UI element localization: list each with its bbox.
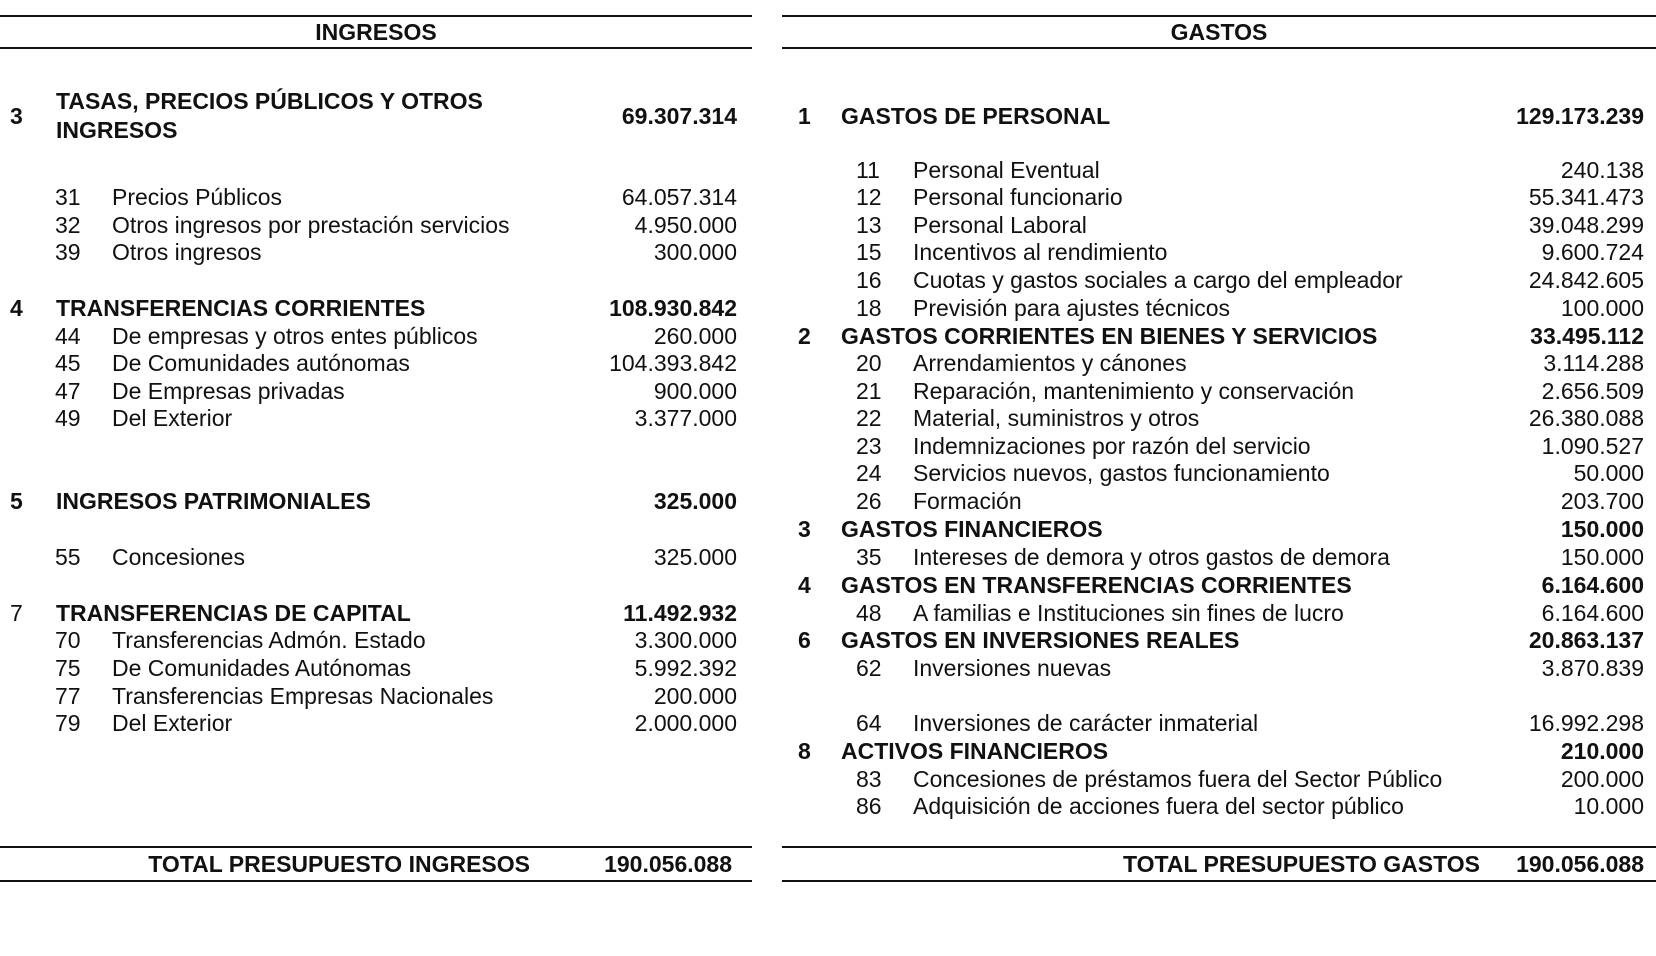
item-row [782, 487, 1656, 516]
section-amount: 20.863.137 [1528, 627, 1644, 653]
section-code: 7 [10, 600, 23, 626]
item-amount: 3.377.000 [634, 405, 737, 431]
section-name: GASTOS FINANCIEROS [841, 516, 1103, 542]
section-amount: 129.173.239 [1516, 103, 1644, 129]
item-row [782, 294, 1656, 323]
item-code: 64 [856, 710, 882, 736]
item-name: Otros ingresos [112, 239, 262, 265]
section-name: TRANSFERENCIAS CORRIENTES [56, 295, 426, 321]
item-amount: 240.138 [1560, 157, 1644, 183]
item-row [0, 404, 752, 433]
section-name: GASTOS EN INVERSIONES REALES [841, 627, 1240, 653]
item-amount: 2.656.509 [1541, 378, 1644, 404]
item-name: Personal Laboral [913, 212, 1087, 238]
item-amount: 100.000 [1560, 295, 1644, 321]
item-amount: 6.164.600 [1541, 600, 1644, 626]
total-amount: 190.056.088 [1516, 851, 1644, 877]
total-bottom-rule [0, 880, 752, 882]
item-name: A familias e Instituciones sin fines de lucro [913, 600, 1344, 626]
item-code: 45 [55, 350, 81, 376]
item-row [0, 543, 752, 572]
section-code: 4 [10, 295, 23, 321]
item-code: 77 [55, 683, 81, 709]
item-amount: 26.380.088 [1528, 405, 1644, 431]
item-code: 70 [55, 627, 81, 653]
ingresos-panel [0, 0, 752, 956]
item-row [782, 183, 1656, 212]
item-row [782, 349, 1656, 378]
item-name: De Empresas privadas [112, 378, 345, 404]
item-code: 86 [856, 793, 882, 819]
item-name: Del Exterior [112, 405, 233, 431]
item-amount: 260.000 [653, 323, 737, 349]
item-name: Indemnizaciones por razón del servicio [913, 433, 1311, 459]
item-amount: 9.600.724 [1541, 239, 1644, 265]
section-row [0, 87, 752, 145]
item-row [782, 765, 1656, 794]
item-amount: 55.341.473 [1528, 184, 1644, 210]
item-amount: 3.300.000 [634, 627, 737, 653]
total-label: TOTAL PRESUPUESTO INGRESOS [148, 851, 530, 877]
section-name: GASTOS CORRIENTES EN BIENES Y SERVICIOS [841, 323, 1378, 349]
item-name: Inversiones de carácter inmaterial [913, 710, 1259, 736]
item-code: 31 [55, 184, 81, 210]
gastos-header: GASTOS [1170, 19, 1268, 45]
ingresos-header: INGRESOS [315, 19, 437, 45]
item-code: 47 [55, 378, 81, 404]
item-code: 18 [856, 295, 882, 321]
section-row [782, 515, 1656, 544]
section-name: TRANSFERENCIAS DE CAPITAL [56, 600, 411, 626]
item-code: 21 [856, 378, 882, 404]
item-name: Reparación, mantenimiento y conservación [913, 378, 1355, 404]
total-label: TOTAL PRESUPUESTO GASTOS [1123, 851, 1480, 877]
item-name: Arrendamientos y cánones [913, 350, 1187, 376]
item-amount: 39.048.299 [1528, 212, 1644, 238]
section-name: ACTIVOS FINANCIEROS [841, 738, 1109, 764]
item-name: Personal funcionario [913, 184, 1123, 210]
item-row [0, 626, 752, 655]
item-row [0, 349, 752, 378]
item-code: 16 [856, 267, 882, 293]
section-code: 6 [798, 627, 811, 653]
item-row [0, 183, 752, 212]
section-row [782, 737, 1656, 766]
item-code: 26 [856, 488, 882, 514]
item-row [782, 211, 1656, 240]
item-row [782, 709, 1656, 738]
section-code: 2 [798, 323, 811, 349]
total-bottom-rule [782, 880, 1656, 882]
item-row [0, 211, 752, 240]
item-amount: 1.090.527 [1541, 433, 1644, 459]
item-code: 48 [856, 600, 882, 626]
item-amount: 200.000 [653, 683, 737, 709]
item-code: 32 [55, 212, 81, 238]
item-name: Otros ingresos por prestación servicios [112, 212, 510, 238]
item-code: 12 [856, 184, 882, 210]
item-code: 23 [856, 433, 882, 459]
item-row [0, 322, 752, 351]
item-name: De Comunidades autónomas [112, 350, 410, 376]
item-code: 20 [856, 350, 882, 376]
item-row [0, 709, 752, 738]
section-row [782, 571, 1656, 600]
item-name: Transferencias Empresas Nacionales [112, 683, 494, 709]
item-amount: 4.950.000 [634, 212, 737, 238]
item-code: 13 [856, 212, 882, 238]
section-amount: 11.492.932 [623, 600, 737, 626]
item-amount: 200.000 [1560, 766, 1644, 792]
item-name: Precios Públicos [112, 184, 283, 210]
item-code: 15 [856, 239, 882, 265]
item-amount: 3.870.839 [1541, 655, 1644, 681]
section-name: GASTOS EN TRANSFERENCIAS CORRIENTES [841, 572, 1352, 598]
item-row [782, 156, 1656, 185]
item-name: Material, suministros y otros [913, 405, 1200, 431]
section-row [782, 626, 1656, 655]
item-code: 49 [55, 405, 81, 431]
item-code: 44 [55, 323, 81, 349]
item-row [782, 599, 1656, 628]
item-amount: 50.000 [1573, 460, 1644, 486]
item-name: Personal Eventual [913, 157, 1100, 183]
item-code: 22 [856, 405, 882, 431]
item-name: Del Exterior [112, 710, 233, 736]
item-code: 35 [856, 544, 882, 570]
item-code: 11 [856, 157, 880, 183]
section-amount: 210.000 [1560, 738, 1644, 764]
item-code: 24 [856, 460, 882, 486]
item-code: 75 [55, 655, 81, 681]
item-row [0, 654, 752, 683]
item-amount: 2.000.000 [634, 710, 737, 736]
item-row [782, 238, 1656, 267]
item-code: 62 [856, 655, 882, 681]
total-amount: 190.056.088 [604, 851, 732, 877]
gastos-panel [782, 0, 1656, 956]
section-code: 3 [798, 516, 811, 542]
section-amount: 69.307.314 [621, 103, 737, 129]
item-name: De Comunidades Autónomas [112, 655, 412, 681]
section-amount: 325.000 [653, 488, 737, 514]
item-amount: 3.114.288 [1543, 350, 1644, 376]
item-name: Concesiones [112, 544, 245, 570]
item-row [782, 654, 1656, 683]
item-name: Concesiones de préstamos fuera del Sector Público [913, 766, 1443, 792]
total-row [0, 848, 752, 880]
item-amount: 64.057.314 [621, 184, 737, 210]
item-amount: 104.393.842 [609, 350, 737, 376]
header-rule [0, 47, 752, 49]
section-amount: 33.495.112 [1530, 323, 1644, 349]
item-amount: 325.000 [653, 544, 737, 570]
item-amount: 24.842.605 [1528, 267, 1644, 293]
section-name: GASTOS DE PERSONAL [841, 103, 1111, 129]
item-code: 79 [55, 710, 81, 736]
item-name: Formación [913, 488, 1022, 514]
section-row [0, 487, 752, 516]
item-row [782, 404, 1656, 433]
item-row [782, 266, 1656, 295]
header-rule [782, 47, 1656, 49]
item-name: De empresas y otros entes públicos [112, 323, 478, 349]
section-amount: 6.164.600 [1541, 572, 1644, 598]
section-name: INGRESOS PATRIMONIALES [56, 488, 371, 514]
item-row [782, 459, 1656, 488]
section-code: 5 [10, 488, 23, 514]
item-code: 39 [55, 239, 81, 265]
item-name: Transferencias Admón. Estado [112, 627, 426, 653]
item-name: Previsión para ajustes técnicos [913, 295, 1231, 321]
item-amount: 300.000 [653, 239, 737, 265]
item-amount: 203.700 [1560, 488, 1644, 514]
item-amount: 150.000 [1560, 544, 1644, 570]
section-code: 4 [798, 572, 811, 598]
item-code: 83 [856, 766, 882, 792]
total-row [782, 848, 1656, 880]
section-name: TASAS, PRECIOS PÚBLICOS Y OTROS INGRESOS [56, 88, 483, 143]
item-name: Adquisición de acciones fuera del sector público [913, 793, 1404, 819]
item-code: 55 [55, 544, 81, 570]
section-row [0, 599, 752, 628]
item-amount: 16.992.298 [1528, 710, 1644, 736]
item-row [782, 377, 1656, 406]
item-name: Incentivos al rendimiento [913, 239, 1168, 265]
section-code: 1 [798, 103, 811, 129]
section-row [782, 322, 1656, 351]
item-name: Inversiones nuevas [913, 655, 1112, 681]
item-row [782, 543, 1656, 572]
item-row [782, 432, 1656, 461]
item-name: Servicios nuevos, gastos funcionamiento [913, 460, 1330, 486]
item-amount: 5.992.392 [634, 655, 737, 681]
section-code: 8 [798, 738, 811, 764]
section-amount: 108.930.842 [609, 295, 737, 321]
item-row [0, 377, 752, 406]
item-amount: 10.000 [1573, 793, 1644, 819]
item-name: Intereses de demora y otros gastos de demora [913, 544, 1390, 570]
section-amount: 150.000 [1560, 516, 1644, 542]
item-row [0, 682, 752, 711]
section-row [782, 102, 1656, 131]
item-row [0, 238, 752, 267]
item-name: Cuotas y gastos sociales a cargo del empleador [913, 267, 1403, 293]
item-row [782, 792, 1656, 821]
item-amount: 900.000 [653, 378, 737, 404]
section-code: 3 [10, 103, 23, 129]
section-row [0, 294, 752, 323]
